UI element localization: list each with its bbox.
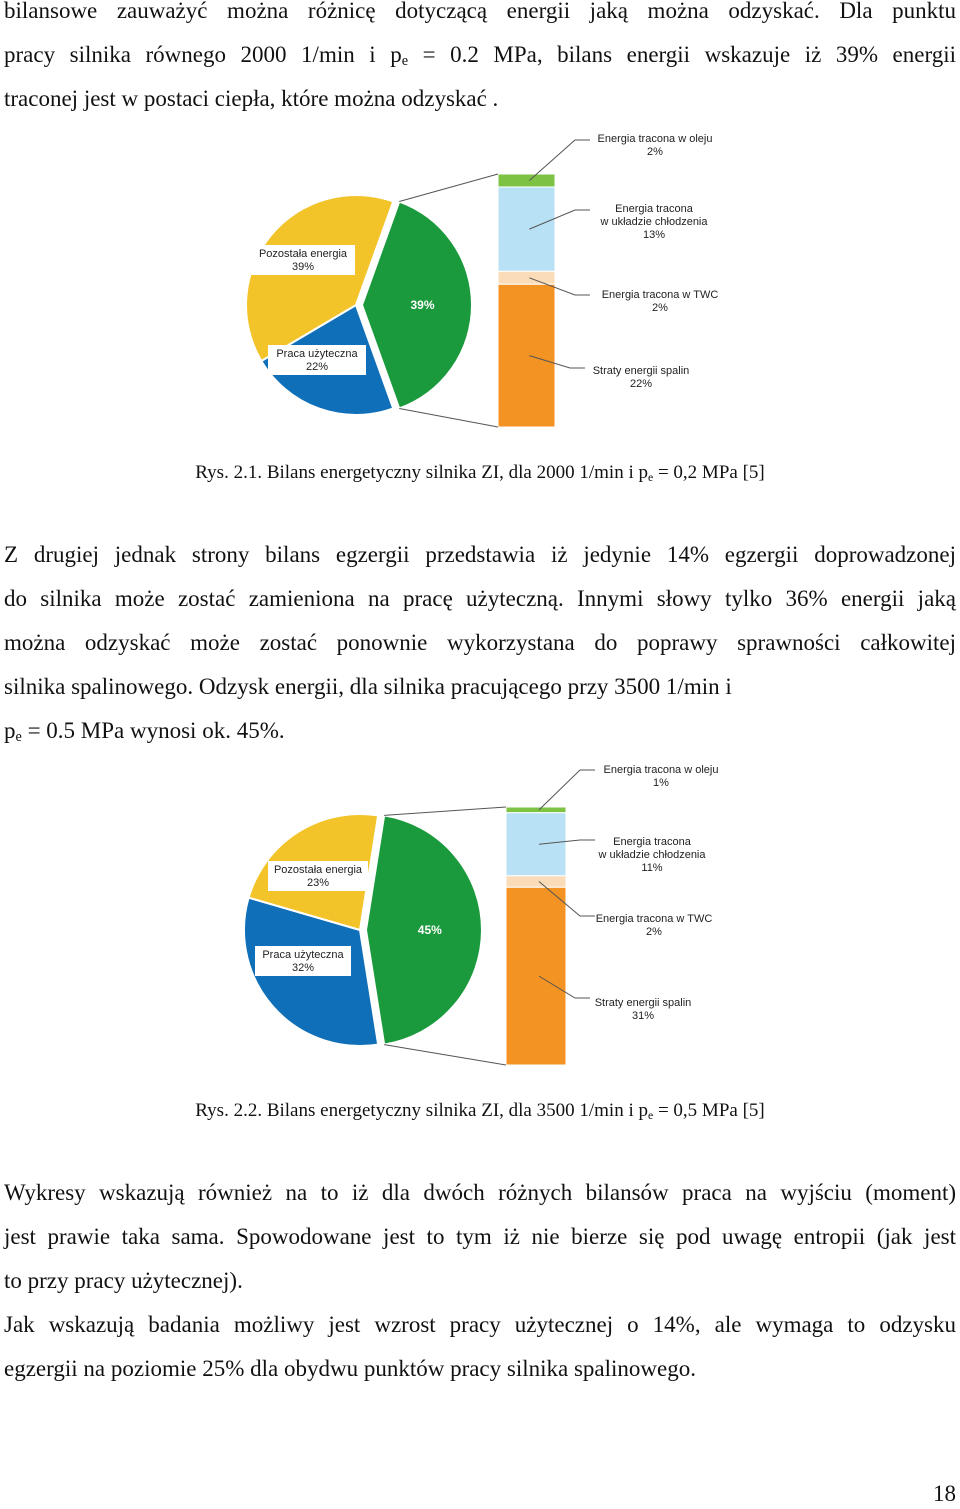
bar-segment — [506, 876, 566, 887]
breakdown-label: w układzie chłodzenia — [600, 216, 708, 228]
breakdown-label: Energia tracona w TWC — [601, 289, 719, 301]
figure-energy-balance-2000 — [0, 130, 960, 440]
text-line: to przy pracy użytecznej). — [4, 1268, 243, 1293]
connector-line — [399, 408, 498, 427]
text-line: bilansowe zauważyć można różnicę dotyczącą energii jaką można odzyskać. Dla punktu — [4, 0, 956, 23]
callout-leader — [539, 770, 595, 810]
figure-2-chart — [0, 758, 960, 1073]
text-segment: = 0.5 MPa wynosi ok. 45%. — [21, 718, 285, 743]
text-segment: p — [4, 718, 16, 743]
pie-slice-name: Praca użyteczna — [276, 348, 358, 360]
bar-segment — [498, 174, 555, 187]
caption-text: = 0,2 MPa [5] — [653, 462, 765, 483]
text-line: egzergii na poziomie 25% dla obydwu punktów pracy silnika spalinowego. — [4, 1356, 696, 1381]
text-line: jest prawie taka sama. Spowodowane jest to tym iż nie bierze się pod uwagę entropii (jak jest — [4, 1224, 956, 1249]
bar-segment — [498, 271, 555, 284]
bar-segment — [506, 813, 566, 876]
text-line: Jak wskazują badania możliwy jest wzrost pracy użytecznej o 14%, ale wymaga to odzysku — [4, 1312, 956, 1337]
paragraph-mid — [4, 533, 956, 753]
breakdown-value: 1% — [653, 777, 669, 789]
figure-2-caption — [0, 1099, 960, 1123]
pie-slice-value: 45% — [417, 923, 442, 937]
text-line: Wykresy wskazują również na to iż dla dwóch różnych bilansów praca na wyjściu (moment) — [4, 1180, 956, 1205]
page-number: 18 — [933, 1481, 956, 1506]
connector-line — [399, 174, 498, 202]
pie-slice-value: 32% — [291, 962, 315, 974]
bar-segment — [506, 807, 566, 813]
pie-slice-name: Pozostała energia — [273, 864, 363, 876]
breakdown-label: Straty energii spalin — [594, 997, 692, 1009]
breakdown-label: Energia tracona — [615, 203, 693, 215]
breakdown-value: 2% — [646, 926, 662, 938]
paragraph-bottom — [4, 1171, 956, 1391]
subscript: e — [401, 53, 409, 69]
figure-1-chart — [0, 130, 960, 435]
caption-subscript: e — [647, 1109, 654, 1122]
breakdown-value: 13% — [642, 229, 666, 241]
text-line — [4, 33, 956, 77]
text-line: do silnika może zostać zamieniona na pracę użyteczną. Innymi słowy tylko 36% energii jaką — [4, 586, 956, 611]
breakdown-value: 2% — [652, 302, 668, 314]
caption-text: Rys. 2.2. Bilans energetyczny silnika ZI, dla 3500 1/min i p — [195, 1100, 648, 1121]
connector-line — [384, 1045, 506, 1065]
bar-segment — [498, 284, 555, 427]
breakdown-label: Energia tracona — [613, 836, 691, 848]
text-line: traconej jest w postaci ciepła, które można odzyskać . — [4, 86, 499, 111]
breakdown-label: Energia tracona w oleju — [597, 133, 713, 145]
pie-slice-name: Pozostała energia — [258, 248, 348, 260]
text-line: Z drugiej jednak strony bilans egzergii przedstawia iż jedynie 14% egzergii doprowadzonej — [4, 542, 956, 567]
breakdown-value: 31% — [631, 1010, 655, 1022]
figure-energy-balance-3500 — [0, 758, 960, 1078]
caption-text: = 0,5 MPa [5] — [653, 1100, 765, 1121]
text-line — [4, 709, 956, 753]
bar-segment — [506, 887, 566, 1065]
text-segment: = 0.2 MPa, bilans energii wskazuje iż 39% energii — [408, 42, 956, 67]
caption-text: Rys. 2.1. Bilans energetyczny silnika ZI, dla 2000 1/min i p — [195, 462, 648, 483]
text-line: można odzyskać może zostać ponownie wykorzystana do poprawy sprawności całkowitej — [4, 630, 956, 655]
paragraph-top — [4, 0, 956, 121]
breakdown-value: 22% — [629, 378, 653, 390]
breakdown-label: w układzie chłodzenia — [598, 849, 706, 861]
text-segment: pracy silnika równego 2000 1/min i p — [4, 42, 402, 67]
bar-segment — [498, 187, 555, 271]
text-line: silnika spalinowego. Odzysk energii, dla silnika pracującego przy 3500 1/min i — [4, 674, 732, 699]
figure-1-caption — [0, 461, 960, 485]
pie-slice-name: Praca użyteczna — [262, 949, 344, 961]
pie-slice-value: 22% — [305, 361, 329, 373]
pie-slice-value: 23% — [306, 877, 330, 889]
breakdown-value: 2% — [647, 146, 663, 158]
pie-slice-value: 39% — [410, 298, 435, 312]
caption-subscript: e — [647, 471, 654, 484]
subscript: e — [15, 729, 22, 745]
breakdown-value: 11% — [641, 862, 663, 874]
breakdown-label: Energia tracona w TWC — [595, 913, 713, 925]
connector-line — [384, 807, 506, 815]
breakdown-label: Straty energii spalin — [592, 365, 690, 377]
breakdown-label: Energia tracona w oleju — [603, 764, 719, 776]
pie-slice-value: 39% — [291, 261, 315, 273]
